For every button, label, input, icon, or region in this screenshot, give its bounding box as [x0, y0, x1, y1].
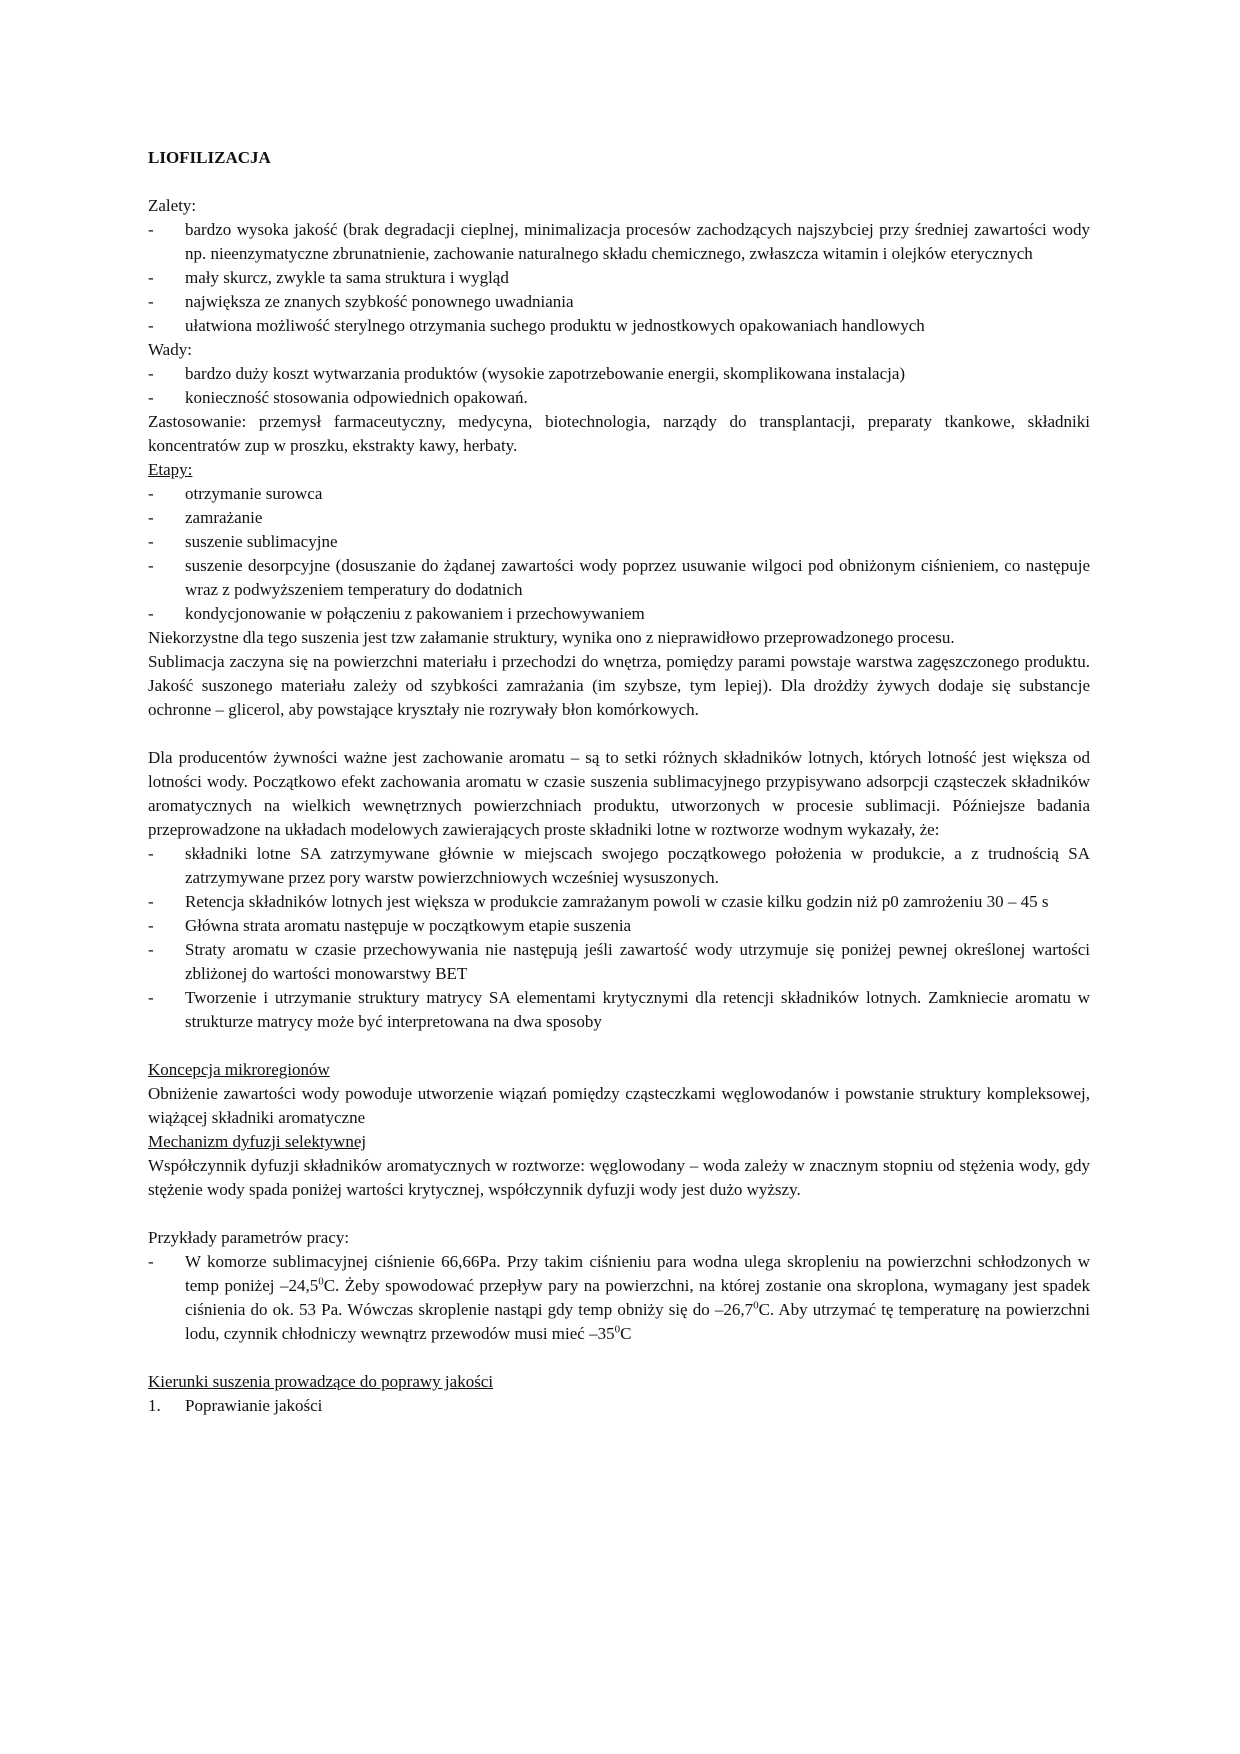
kierunki-list — [148, 1394, 1090, 1418]
list-item: - bardzo duży koszt wytwarzania produktów (wysokie zapotrzebowanie energii, skomplikowana instalacja) — [148, 364, 906, 383]
zalety-heading: Zalety: — [148, 196, 197, 215]
koncepcja-paragraph: Obniżenie zawartości wody powoduje utworzenie wiązań pomiędzy cząsteczkami węglowodanów i powstanie struktury kompleksowej, wiążącej składniki aromatyczne — [148, 1084, 1090, 1127]
list-item: - największa ze znanych szybkość ponownego uwadniania — [148, 292, 574, 311]
page-title: LIOFILIZACJA — [148, 148, 271, 167]
wady-list — [148, 362, 1090, 410]
list-item: - składniki lotne SA zatrzymywane głównie w miejscach swojego początkowego położenia w produkcie, a z trudnością SA zatrzymywane przez pory warstw powierzchniowych wcześniej wysuszonych. — [148, 844, 1090, 887]
list-item: - otrzymanie surowca — [148, 484, 323, 503]
sublimacja-paragraph: Sublimacja zaczyna się na powierzchni materiału i przechodzi do wnętrza, pomiędzy parami powstaje warstwa zagęszczonego produktu. Jakość suszonego materiału zależy od szybkości zamrażania (im szybsze, tym lepiej). Dla drożdży żywych dodaje się substancje ochronne – glicerol, aby powstające kryształy nie rozrywały błon komórkowych. — [148, 652, 1090, 719]
list-item: - mały skurcz, zwykle ta sama struktura i wygląd — [148, 268, 509, 287]
list-item: - Tworzenie i utrzymanie struktury matrycy SA elementami krytycznymi dla retencji składników lotnych. Zamkniecie aromatu w strukturze matrycy może być interpretowana na dwa sposoby — [148, 988, 1090, 1031]
list-item: - suszenie sublimacyjne — [148, 532, 338, 551]
niekorzystne-paragraph: Niekorzystne dla tego suszenia jest tzw załamanie struktury, wynika ono z nieprawidłowo przeprowadzonego procesu. — [148, 628, 955, 647]
list-item: 1. Poprawianie jakości — [148, 1396, 323, 1415]
list-item: - Straty aromatu w czasie przechowywania nie następują jeśli zawartość wody utrzymuje się poniżej pewnej określonej wartości zbliżonej do wartości monowarstwy BET — [148, 940, 1090, 983]
zastosowanie-paragraph: Zastosowanie: przemysł farmaceutyczny, medycyna, biotechnologia, narządy do transplantacji, preparaty tkankowe, składniki koncentratów zup w proszku, ekstrakty kawy, herbaty. — [148, 412, 1090, 455]
list-item: - Retencja składników lotnych jest większa w produkcie zamrażanym powoli w czasie kilku godzin niż p0 zamrożeniu 30 – 45 s — [148, 892, 1049, 911]
list-item: - zamrażanie — [148, 508, 263, 527]
etapy-heading: Etapy: — [148, 460, 193, 479]
zalety-list — [148, 218, 1090, 338]
mechanizm-heading: Mechanizm dyfuzji selektywnej — [148, 1132, 367, 1151]
list-item: - konieczność stosowania odpowiednich opakowań. — [148, 388, 528, 407]
kierunki-heading: Kierunki suszenia prowadzące do poprawy jakości — [148, 1372, 494, 1391]
list-item: - ułatwiona możliwość sterylnego otrzymania suchego produktu w jednostkowych opakowaniach handlowych — [148, 316, 925, 335]
aromat-paragraph: Dla producentów żywności ważne jest zachowanie aromatu – są to setki różnych składników lotnych, których lotność jest większa od lotności wody. Początkowo efekt zachowania aromatu w czasie suszenia sublimacyjnego przypisywano adsorpcji cząsteczek składników aromatycznych na wielkich wewnętrznych powierzchniach produktu, utworzonych w procesie sublimacji. Późniejsze badania przeprowadzone na układach modelowych zawierających proste składniki lotne w roztworze wodnym wykazały, że: — [148, 748, 1090, 839]
list-item: - W komorze sublimacyjnej ciśnienie 66,66Pa. Przy takim ciśnieniu para wodna ulega skropleniu na powierzchni schłodzonych w temp poniżej –24,5$^0$C. Żeby spowodować przepływ pary na powierzchni, na której zostanie ona skroplona, wymagany jest spadek ciśnienia do ok. 53 Pa. Wówczas skroplenie nastąpi gdy temp obniży się do –26,7$^0$C. Aby utrzymać tę temperaturę na powierzchni lodu, czynnik chłodniczy wewnątrz przewodów musi mieć $-35^0C$ — [148, 1252, 1090, 1343]
document-page — [148, 146, 1090, 1418]
list-item: - Główna strata aromatu następuje w początkowym etapie suszenia — [148, 916, 632, 935]
list-item: - bardzo wysoka jakość (brak degradacji cieplnej, minimalizacja procesów zachodzących najszybciej przy średniej zawartości wody np. nieenzymatyczne zbrunatnienie, zachowanie naturalnego składu chemicznego, zwłaszcza witamin i olejków eterycznych — [148, 220, 1090, 263]
degree-superscript: 0 — [614, 1323, 621, 1336]
przyklady-list — [148, 1250, 1090, 1346]
list-item: - suszenie desorpcyjne (dosuszanie do żądanej zawartości wody poprzez usuwanie wilgoci pod obniżonym ciśnieniem, co następuje wraz z podwyższeniem temperatury do dodatnich — [148, 556, 1090, 599]
etapy-list — [148, 482, 1090, 626]
list-item: - kondycjonowanie w połączeniu z pakowaniem i przechowywaniem — [148, 604, 645, 623]
degree-superscript: 0 — [753, 1299, 759, 1312]
degree-superscript: 0 — [318, 1275, 324, 1288]
mechanizm-paragraph: Współczynnik dyfuzji składników aromatycznych w roztworze: węglowodany – woda zależy w znacznym stopniu od stężenia wody, gdy stężenie wody spada poniżej wartości krytycznej, współczynnik dyfuzji wody jest dużo wyższy. — [148, 1156, 1090, 1199]
koncepcja-heading: Koncepcja mikroregionów — [148, 1060, 330, 1079]
wady-heading: Wady: — [148, 340, 192, 359]
aromat-list — [148, 842, 1090, 1034]
przyklady-heading: Przykłady parametrów pracy: — [148, 1228, 350, 1247]
